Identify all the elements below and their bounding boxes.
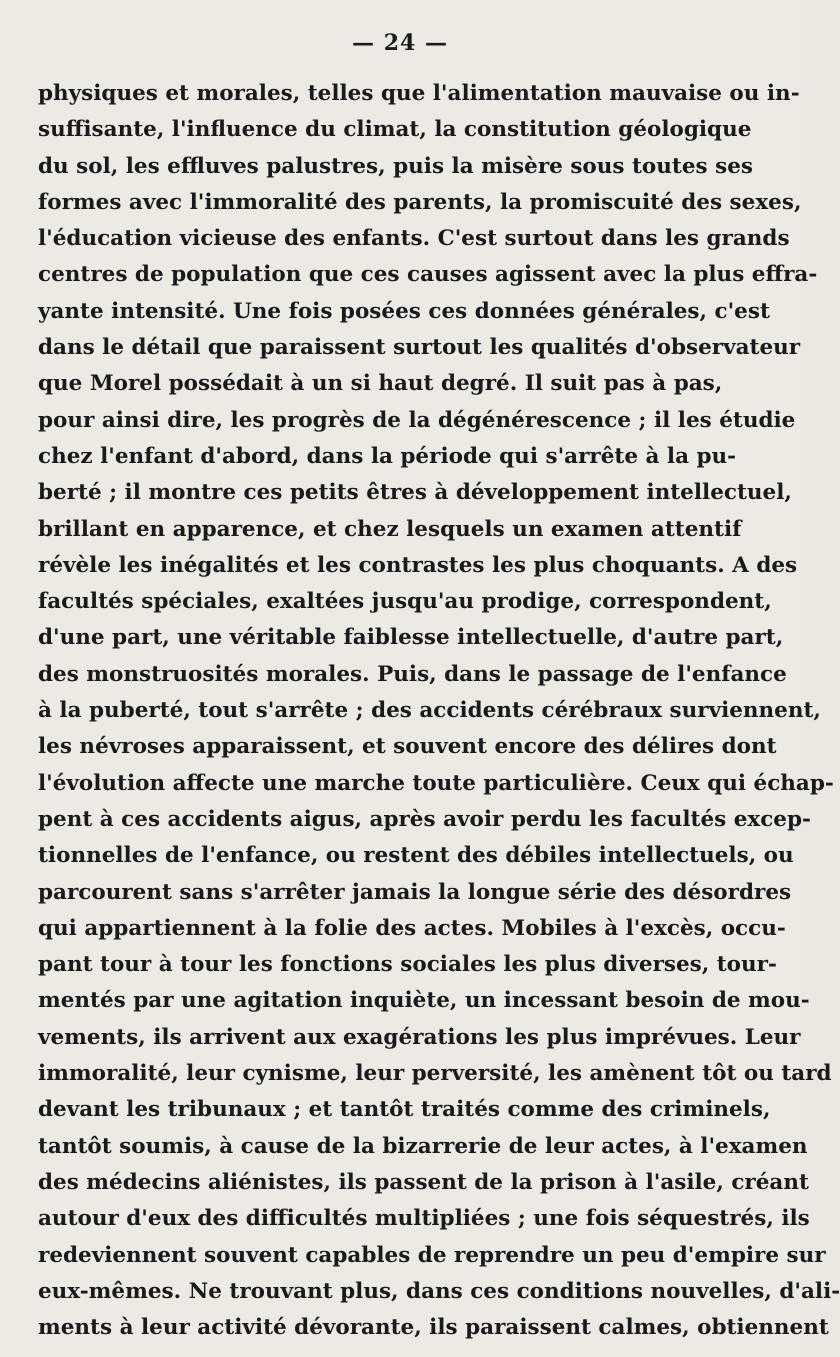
text-line: berté ; il montre ces petits êtres à développement intellectuel, [38, 480, 792, 506]
text-line: eux-mêmes. Ne trouvant plus, dans ces conditions nouvelles, d'ali- [38, 1278, 840, 1304]
text-line: tionnelles de l'enfance, ou restent des débiles intellectuels, ou [38, 843, 794, 869]
text-line: des médecins aliénistes, ils passent de la prison à l'asile, créant [38, 1169, 809, 1195]
text-line: vements, ils arrivent aux exagérations les plus imprévues. Leur [38, 1024, 801, 1050]
text-line: l'évolution affecte une marche toute particulière. Ceux qui échap- [38, 770, 834, 796]
text-line: pant tour à tour les fonctions sociales les plus diverses, tour- [38, 952, 777, 978]
text-line: redeviennent souvent capables de reprendre un peu d'empire sur [38, 1242, 826, 1268]
text-line: révèle les inégalités et les contrastes les plus choquants. A des [38, 552, 798, 578]
text-line: des monstruosités morales. Puis, dans le passage de l'enfance [38, 661, 787, 687]
text-line: autour d'eux des difficultés multipliées ; une fois séquestrés, ils [38, 1206, 810, 1232]
text-line: mentés par une agitation inquiète, un incessant besoin de mou- [38, 988, 810, 1014]
body-text [38, 76, 840, 1346]
text-line: pour ainsi dire, les progrès de la dégénérescence ; il les étudie [38, 407, 796, 433]
text-line: d'une part, une véritable faiblesse intellectuelle, d'autre part, [38, 625, 784, 651]
text-line: immoralité, leur cynisme, leur perversité, les amènent tôt ou tard [38, 1061, 832, 1087]
text-line: parcourent sans s'arrêter jamais la longue série des désordres [38, 879, 792, 905]
text-line: à la puberté, tout s'arrête ; des accidents cérébraux surviennent, [38, 698, 821, 724]
text-line: ments à leur activité dévorante, ils paraissent calmes, obtiennent [38, 1315, 829, 1341]
text-line: que Morel possédait à un si haut degré. Il suit pas à pas, [38, 371, 723, 397]
text-line: centres de population que ces causes agissent avec la plus effra- [38, 262, 818, 288]
text-line: devant les tribunaux ; et tantôt traités comme des criminels, [38, 1097, 771, 1123]
text-line: pent à ces accidents aigus, après avoir perdu les facultés excep- [38, 806, 811, 832]
text-line: facultés spéciales, exaltées jusqu'au prodige, correspondent, [38, 589, 772, 615]
text-line: dans le détail que paraissent surtout les qualités d'observateur [38, 335, 801, 361]
text-line: l'éducation vicieuse des enfants. C'est surtout dans les grands [38, 226, 790, 252]
text-line: physiques et morales, telles que l'alimentation mauvaise ou in- [38, 81, 800, 106]
text-line: yante intensité. Une fois posées ces données générales, c'est [38, 298, 770, 324]
text-line: les névroses apparaissent, et souvent encore des délires dont [38, 734, 777, 760]
text-line: suffisante, l'influence du climat, la constitution géologique [38, 117, 752, 143]
text-line: chez l'enfant d'abord, dans la période qui s'arrête à la pu- [38, 443, 737, 469]
text-line: tantôt soumis, à cause de la bizarrerie de leur actes, à l'examen [38, 1133, 808, 1159]
text-line: du sol, les effluves palustres, puis la misère sous toutes ses [38, 153, 753, 179]
text-line: qui appartiennent à la folie des actes. Mobiles à l'excès, occu- [38, 915, 786, 941]
text-line: formes avec l'immoralité des parents, la promiscuité des sexes, [38, 189, 802, 215]
text-line: brillant en apparence, et chez lesquels un examen attentif [38, 516, 742, 542]
page-number: — 24 — [352, 30, 448, 56]
